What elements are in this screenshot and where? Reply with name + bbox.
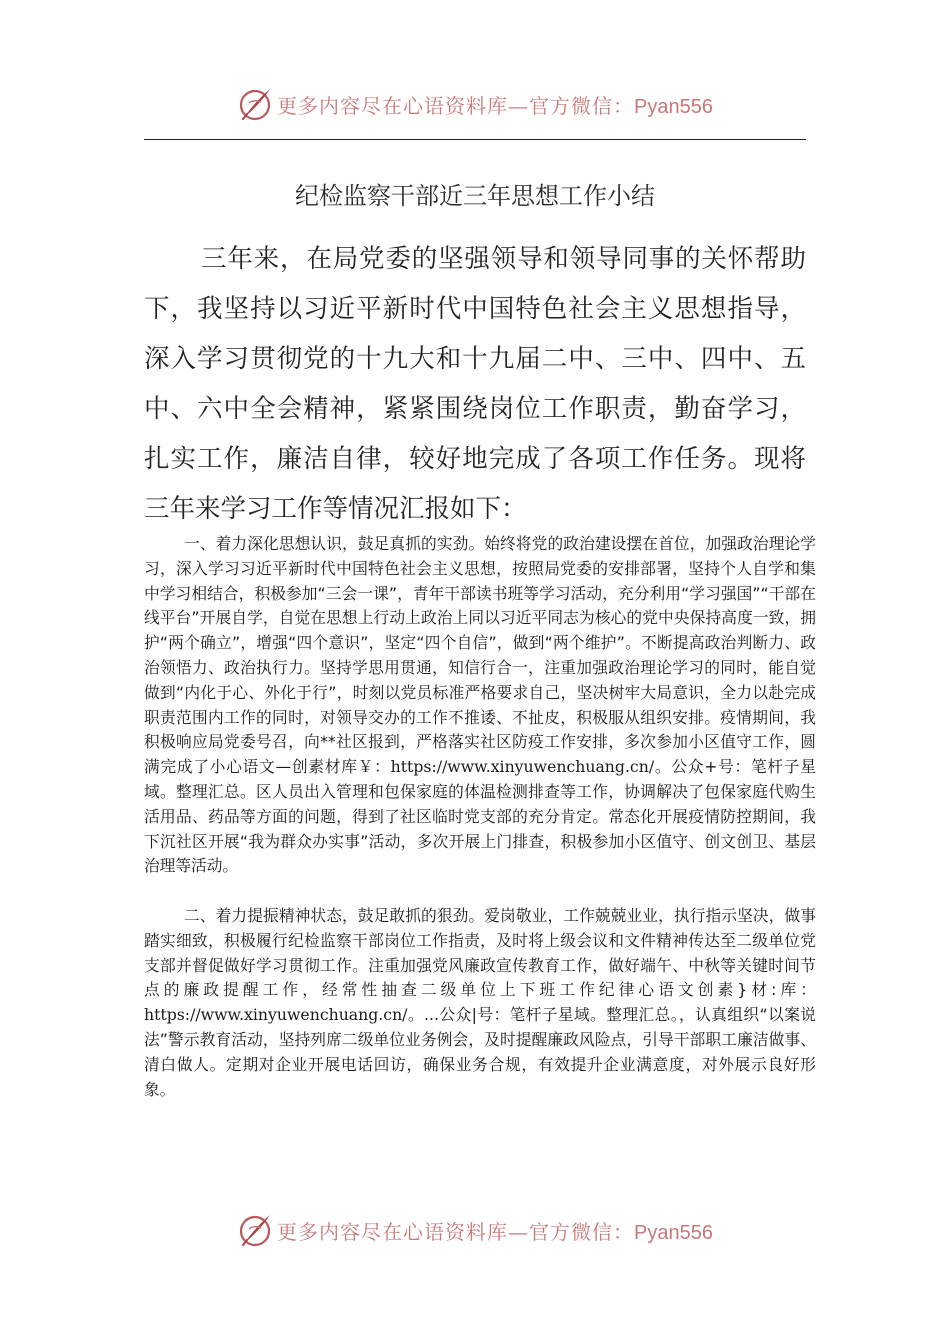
intro-paragraph: 三年来，在局党委的坚强领导和领导同事的关怀帮助下，我坚持以习近平新时代中国特色社会主义思想指导，深入学习贯彻党的十九大和十九届二中、三中、四中、五中、六中全会精神，紧紧围绕岗位工作职责，勤奋学习，扎实工作，廉洁自律，较好地完成了各项工作任务。现将三年来学习工作等情况汇报如下： xyxy=(144,244,806,524)
header-brand: 更多内容尽在心语资料库 xyxy=(277,93,509,118)
section-one-text-a: 一、着力深化思想认识，鼓足真抓的实劲。始终将党的政治建设摆在首位，加强政治理论学习，深入学习习近平新时代中国特色社会主义思想，按照局党委的安排部署，坚持个人自学和集中学习相结合，积极参加“三会一课”，青年干部读书班等学习活动，充分利用“学习强国”“干部在线平台”开展自学，自觉在思想上行动上政治上同以习近平同志为核心的党中央保持高度一致，拥护“两个确立”，增强“四个意识”，坚定“四个自信”，做到“两个维护”。不断提高政治判断力、政治领悟力、政治执行力。坚持学思用贯通，知信行合一，注重加强政治理论学习的同时，能自觉做到“内化于心、外化于行”，时刻以党员标准严格要求自己，坚决树牢大局意识，全力以赴完成职责范围内工作的同时，对领导交办的工作不推诿、不扯皮，积极服从组织安排。疫情期间，我积极响应局党委号召，向**社区报到，严格落实社区防疫工作安排，多次参加小区值守工作，圆满完成了小心语文—创素材库￥： xyxy=(144,534,816,777)
footer-text xyxy=(277,1216,713,1245)
section-two-url: https://www.xinyuwenchuang.cn/ xyxy=(144,1005,408,1025)
section-one-paragraph xyxy=(144,532,816,879)
header-label: 官方微信： xyxy=(529,93,635,118)
section-two-paragraph xyxy=(144,904,816,1102)
header-wechat-id: Pyan556 xyxy=(634,95,713,118)
section-one-text-b: 。公众+号：笔杆子星域。整理汇总。区人员出入管理和包保家庭的体温检测排查等工作，协调解决了包保家庭代购生活用品、药品等方面的问题，得到了社区临时党支部的充分肯定。常态化开展疫情防控期间，我下沉社区开展“我为群众办实事”活动，多次开展上门排查，积极参加小区值守、创文创卫、基层治理等活动。 xyxy=(144,757,817,876)
footer-dash: — xyxy=(508,1219,530,1244)
quill-logo-icon xyxy=(237,1212,273,1248)
document-title: 纪检监察干部近三年思想工作小结 xyxy=(295,182,655,210)
footer-wechat-id: Pyan556 xyxy=(634,1221,713,1244)
section-two-text-b: 。...公众|号：笔杆子星域。整理汇总。，认真组织“以案说法”警示教育活动，坚持列席二级单位业务例会，及时提醒廉政风险点，引导干部职工廉洁做事、清白做人。定期对企业开展电话回访，确保业务合规，有效提升企业满意度，对外展示良好形象。 xyxy=(144,1005,816,1099)
footer-banner xyxy=(0,1210,950,1250)
footer-brand: 更多内容尽在心语资料库 xyxy=(277,1219,509,1244)
section-one-url: https://www.xinyuwenchuang.cn/ xyxy=(390,757,655,777)
section-two-text-a: 二、着力提振精神状态，鼓足敢抓的狠劲。爱岗敬业，工作兢兢业业，执行指示坚决，做事踏实细致，积极履行纪检监察干部岗位工作指责，及时将上级会议和文件精神传达至二级单位党支部并督促做好学习贯彻工作。注重加强党风廉政宣传教育工作，做好端午、中秋等关键时间节点的廉政提醒工作，经常性抽查二级单位上下班工作纪律心语文创素}材:库： xyxy=(144,906,816,1000)
header-text xyxy=(277,90,713,119)
header-dash: — xyxy=(508,93,530,118)
footer-label: 官方微信： xyxy=(529,1219,635,1244)
header-banner xyxy=(0,84,950,124)
quill-logo-icon xyxy=(237,86,273,122)
header-divider xyxy=(144,139,806,140)
